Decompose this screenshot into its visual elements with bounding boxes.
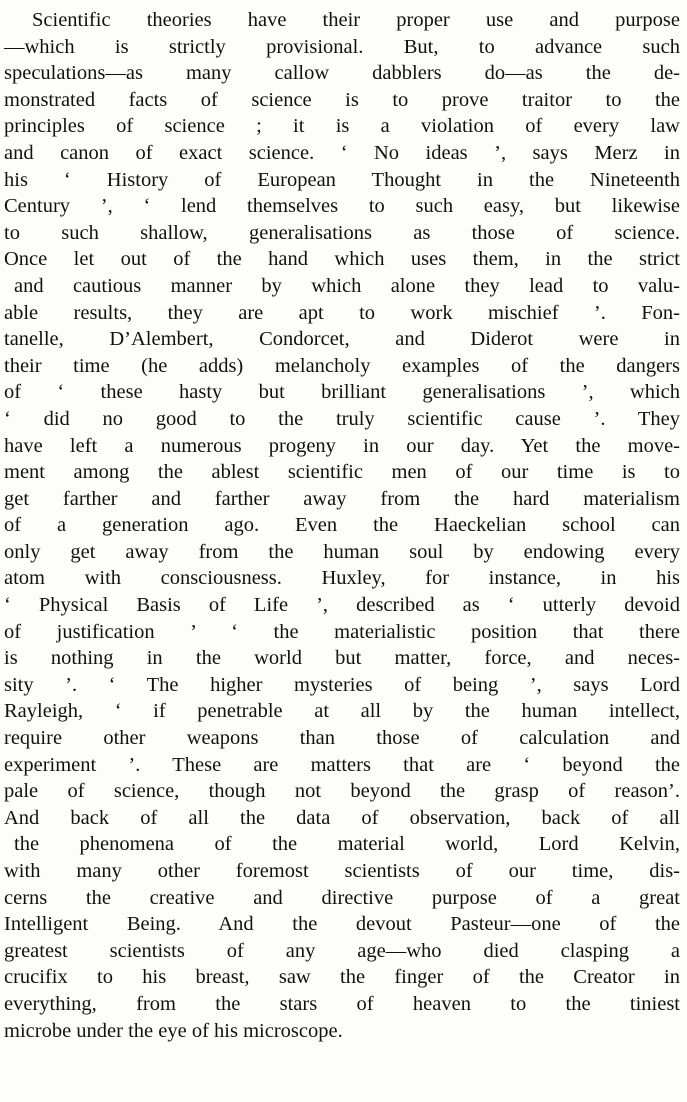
text-line: crucifix to his breast, saw the finger of the Creator in (4, 966, 680, 989)
text-line: have left a numerous progeny in our day. Yet the move- (4, 434, 680, 457)
text-line: greatest scientists of any age—who died clasping a (4, 939, 680, 962)
article-paragraph (4, 7, 680, 1044)
text-line: cerns the creative and directive purpose of a great (4, 886, 680, 909)
text-line: speculations—as many callow dabblers do—as the de- (4, 62, 680, 85)
text-line: require other weapons than those of calculation and (4, 727, 680, 750)
text-line: only get away from the human soul by endowing every (4, 540, 680, 563)
text-line: his ‘ History of European Thought in the Nineteenth (4, 168, 680, 191)
text-line: of ‘ these hasty but brilliant generalisations ’, which (4, 381, 680, 404)
text-line: get farther and farther away from the hard materialism (4, 487, 680, 510)
text-line: pale of science, though not beyond the grasp of reason’. (4, 780, 680, 803)
text-line: of a generation ago. Even the Haeckelian school can (4, 514, 680, 537)
text-line: ‘ did no good to the truly scientific cause ’. They (4, 407, 680, 430)
text-line: Once let out of the hand which uses them, in the strict (4, 248, 680, 271)
text-line: Century ’, ‘ lend themselves to such easy, but likewise (4, 195, 680, 218)
text-line: with many other foremost scientists of our time, dis- (4, 860, 680, 882)
text-line: Scientific theories have their proper use and purpose (32, 9, 680, 31)
text-line: Intelligent Being. And the devout Pasteur—one of the (4, 913, 680, 936)
text-line: principles of science ; it is a violation of every law (4, 115, 680, 138)
text-line: sity ’. ‘ The higher mysteries of being ’, says Lord (4, 673, 680, 696)
text-line: microbe under the eye of his microscope. (4, 1019, 343, 1042)
text-line: Rayleigh, ‘ if penetrable at all by the human intellect, (4, 700, 680, 723)
text-line: of justification ’ ‘ the materialistic position that there (4, 620, 680, 643)
text-line: tanelle, D’Alembert, Condorcet, and Diderot were in (4, 328, 680, 351)
text-line: everything, from the stars of heaven to the tiniest (4, 992, 680, 1015)
text-line: is nothing in the world but matter, force, and neces- (4, 647, 680, 670)
text-line: ‘ Physical Basis of Life ’, described as ‘ utterly devoid (4, 594, 680, 617)
text-line: —which is strictly provisional. But, to advance such (4, 35, 680, 58)
text-line: their time (he adds) melancholy examples of the dangers (4, 354, 680, 377)
text-line: experiment ’. These are matters that are ‘ beyond the (4, 753, 680, 776)
text-line: monstrated facts of science is to prove traitor to the (4, 88, 680, 111)
text-line: the phenomena of the material world, Lord Kelvin, (14, 833, 680, 856)
text-line: ment among the ablest scientific men of our time is to (4, 461, 680, 484)
text-line: and canon of exact science. ‘ No ideas ’, says Merz in (4, 141, 680, 164)
text-line: and cautious manner by which alone they lead to valu- (14, 274, 680, 297)
text-line: able results, they are apt to work mischief ’. Fon- (4, 301, 680, 324)
text-line: atom with consciousness. Huxley, for instance, in his (4, 567, 680, 590)
text-line: to such shallow, generalisations as those of science. (4, 221, 680, 244)
text-line: And back of all the data of observation, back of all (4, 806, 680, 829)
